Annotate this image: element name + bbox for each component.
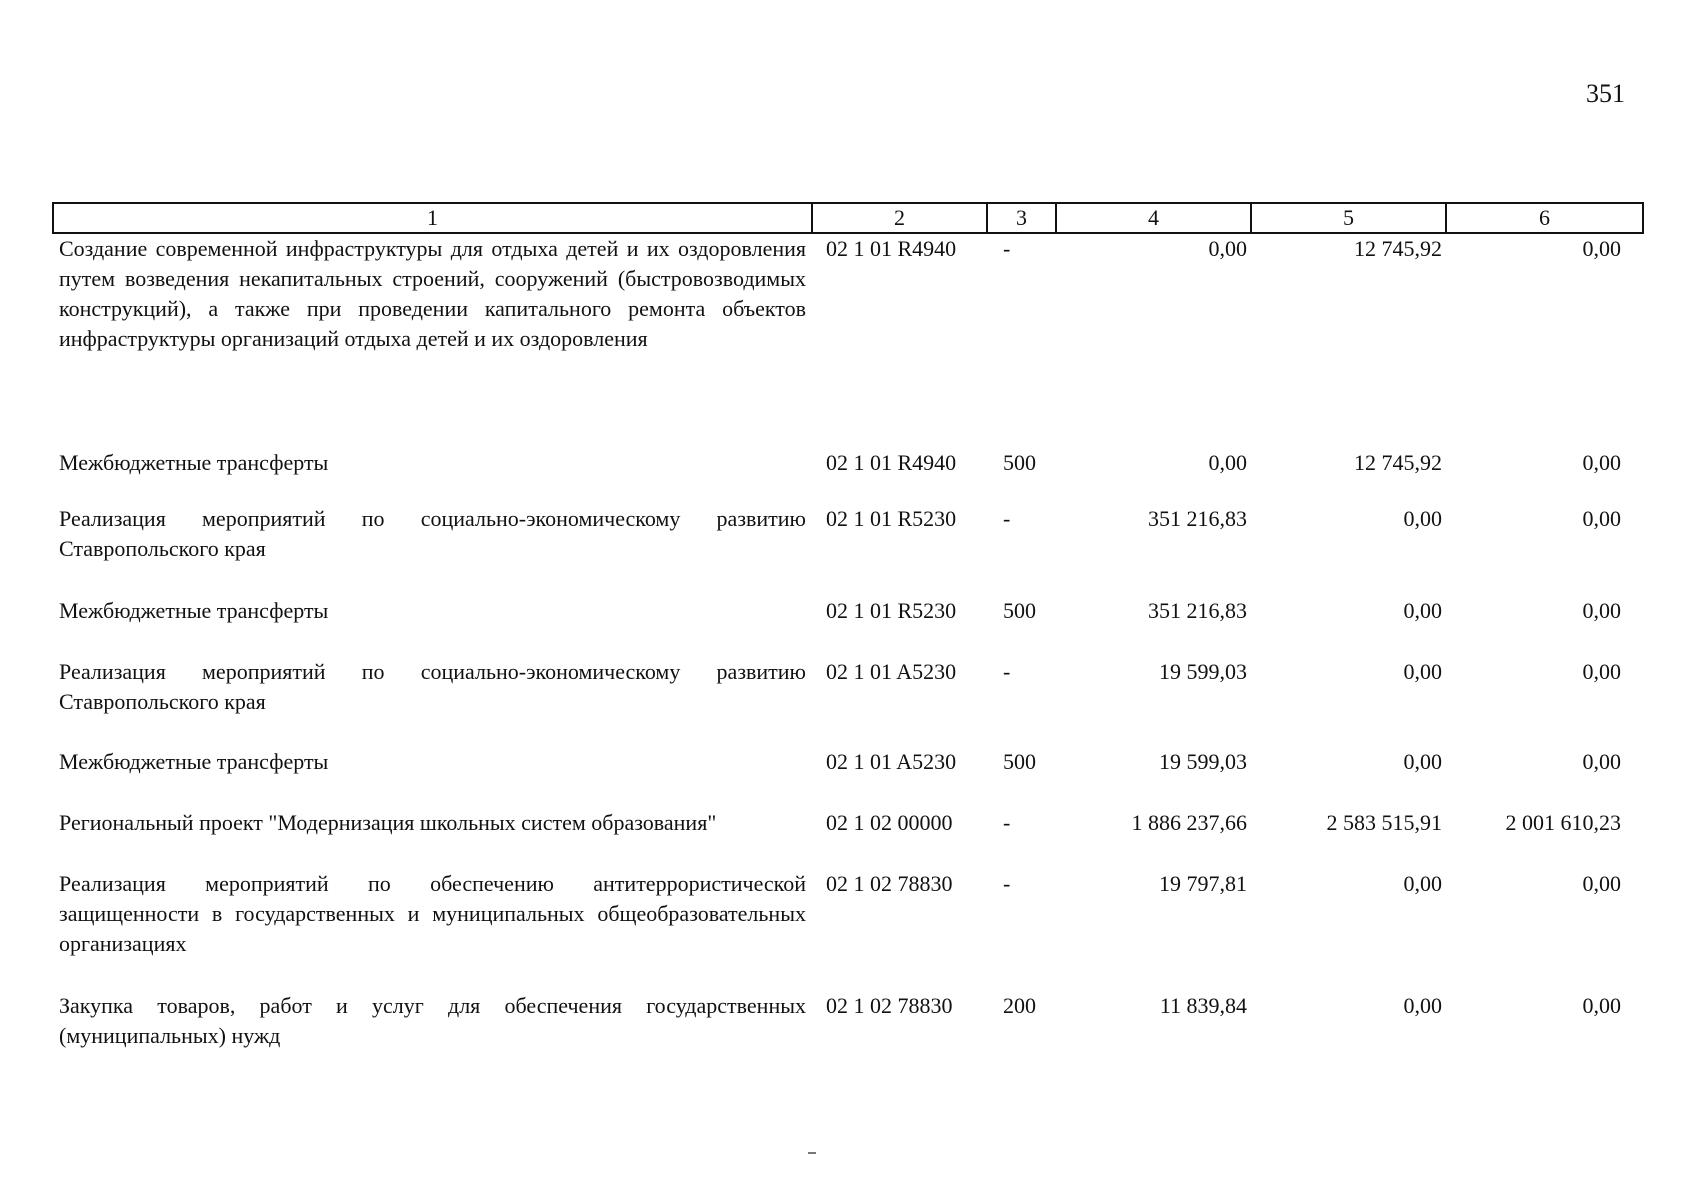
row-name: Создание современной инфраструктуры для отдыха детей и их оздоровления путем возведения некапитальных строений, сооружений (быстровозводимых конструкций), а также при проведении капитального ремонта объектов инфраструктуры организаций отдыха детей и их оздоровления: [59, 236, 806, 351]
column-header-2: 2: [812, 203, 987, 233]
table-row: [53, 504, 1643, 596]
row-name: Межбюджетные трансферты: [59, 450, 329, 475]
row-value-col6: 0,00: [1582, 450, 1621, 475]
table-row: [53, 747, 1643, 808]
row-value-col5: 0,00: [1403, 598, 1442, 623]
budget-table: [52, 202, 1644, 1055]
row-value-col4: 11 839,84: [1159, 993, 1247, 1018]
row-name: Межбюджетные трансферты: [59, 749, 329, 774]
column-header-3: 3: [987, 203, 1056, 233]
row-name: Региональный проект "Модернизация школьных систем образования": [59, 810, 717, 835]
row-name: Межбюджетные трансферты: [59, 598, 329, 623]
table-row: [53, 808, 1643, 869]
scan-mark: [808, 1152, 816, 1154]
row-code: 02 1 02 78830: [826, 871, 953, 896]
row-value-col5: 2 583 515,91: [1326, 810, 1442, 835]
row-value-col6: 2 001 610,23: [1505, 810, 1621, 835]
table-row: [53, 991, 1643, 1055]
column-header-4: 4: [1056, 203, 1251, 233]
column-header-6: 6: [1446, 203, 1643, 233]
row-value-col4: 19 797,81: [1159, 871, 1247, 896]
row-value-col4: 19 599,03: [1159, 749, 1247, 774]
row-name: Реализация мероприятий по социально-экономическому развитию Ставропольского края: [59, 506, 806, 561]
table-row: [53, 233, 1643, 448]
row-expense-type: 500: [1003, 450, 1036, 475]
row-code: 02 1 02 00000: [826, 810, 953, 835]
row-code: 02 1 02 78830: [826, 993, 953, 1018]
row-expense-type: -: [1003, 871, 1011, 896]
row-code: 02 1 01 R4940: [826, 236, 957, 261]
row-expense-type: 500: [1003, 598, 1036, 623]
row-value-col6: 0,00: [1582, 993, 1621, 1018]
row-code: 02 1 01 A5230: [826, 659, 957, 684]
row-value-col6: 0,00: [1582, 598, 1621, 623]
page-number: 351: [1586, 79, 1625, 108]
row-value-col4: 19 599,03: [1159, 659, 1247, 684]
row-expense-type: 500: [1003, 749, 1036, 774]
row-value-col6: 0,00: [1582, 659, 1621, 684]
row-value-col5: 0,00: [1403, 871, 1442, 896]
row-expense-type: -: [1003, 810, 1011, 835]
row-value-col5: 0,00: [1403, 659, 1442, 684]
row-code: 02 1 01 R5230: [826, 598, 957, 623]
row-value-col6: 0,00: [1582, 236, 1621, 261]
row-expense-type: -: [1003, 236, 1011, 261]
row-value-col4: 351 216,83: [1148, 506, 1247, 531]
row-value-col4: 0,00: [1208, 450, 1247, 475]
row-expense-type: -: [1003, 659, 1011, 684]
row-value-col6: 0,00: [1582, 749, 1621, 774]
row-expense-type: -: [1003, 506, 1011, 531]
row-value-col5: 0,00: [1403, 749, 1442, 774]
row-code: 02 1 01 A5230: [826, 749, 957, 774]
table-row: [53, 448, 1643, 504]
row-value-col6: 0,00: [1582, 871, 1621, 896]
row-value-col4: 0,00: [1208, 236, 1247, 261]
row-name: Реализация мероприятий по обеспечению антитеррористической защищенности в государственных и муниципальных общеобразовательных организациях: [59, 871, 806, 956]
row-name: Закупка товаров, работ и услуг для обеспечения государственных (муниципальных) нужд: [59, 993, 806, 1048]
row-name: Реализация мероприятий по социально-экономическому развитию Ставропольского края: [59, 659, 806, 714]
row-value-col6: 0,00: [1582, 506, 1621, 531]
table-header-row: [53, 203, 1643, 233]
row-value-col5: 12 745,92: [1354, 450, 1442, 475]
table-row: [53, 869, 1643, 991]
row-code: 02 1 01 R4940: [826, 450, 957, 475]
table-row: [53, 596, 1643, 657]
column-header-5: 5: [1251, 203, 1446, 233]
row-value-col5: 0,00: [1403, 993, 1442, 1018]
row-expense-type: 200: [1003, 993, 1036, 1018]
row-value-col4: 351 216,83: [1148, 598, 1247, 623]
table-row: [53, 657, 1643, 747]
row-value-col4: 1 886 237,66: [1131, 810, 1247, 835]
column-header-1: 1: [53, 203, 812, 233]
row-code: 02 1 01 R5230: [826, 506, 957, 531]
row-value-col5: 12 745,92: [1354, 236, 1442, 261]
row-value-col5: 0,00: [1403, 506, 1442, 531]
